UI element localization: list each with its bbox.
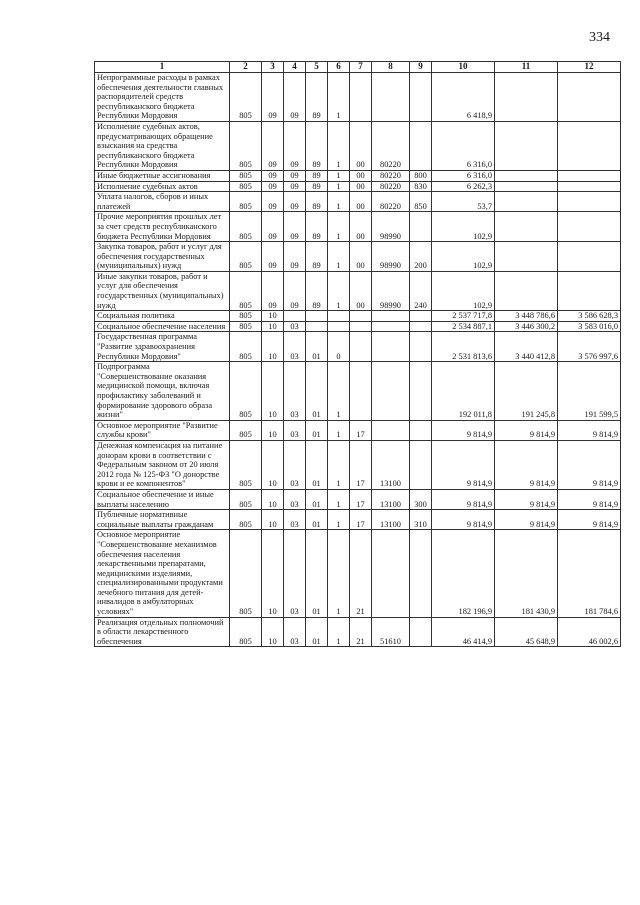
admin-code: 805	[230, 530, 262, 617]
expense-type-code	[410, 73, 432, 122]
expense-type-code	[410, 212, 432, 242]
amount-col-11: 9 814,9	[495, 440, 558, 489]
section-code: 09	[262, 192, 284, 212]
subprogram-code: 1	[328, 530, 350, 617]
event-code: 00	[350, 121, 372, 170]
expense-type-code: 310	[410, 510, 432, 530]
amount-col-12: 9 814,9	[558, 489, 621, 509]
admin-code: 805	[230, 192, 262, 212]
table-row	[95, 192, 621, 212]
table-row	[95, 121, 621, 170]
column-header: 2	[230, 62, 262, 73]
expense-type-code	[410, 332, 432, 362]
event-code: 17	[350, 510, 372, 530]
direction-code: 80220	[372, 170, 410, 181]
amount-col-12	[558, 212, 621, 242]
column-header: 3	[262, 62, 284, 73]
subsection-code: 09	[284, 212, 306, 242]
subsection-code: 09	[284, 242, 306, 272]
subprogram-code: 1	[328, 420, 350, 440]
row-name: Реализация отдельных полномочий в области лекарственного обеспечения	[95, 617, 230, 647]
event-code: 21	[350, 617, 372, 647]
table-row	[95, 212, 621, 242]
row-name: Иные бюджетные ассигнования	[95, 170, 230, 181]
subprogram-code	[328, 311, 350, 322]
amount-col-12: 9 814,9	[558, 440, 621, 489]
subsection-code: 09	[284, 73, 306, 122]
program-code: 01	[306, 489, 328, 509]
program-code: 01	[306, 420, 328, 440]
table-row	[95, 510, 621, 530]
expense-type-code	[410, 617, 432, 647]
admin-code: 805	[230, 321, 262, 332]
row-name: Основное мероприятие "Совершенствование механизмов обеспечения населения лекарственными препаратами, медицинскими изделиями, специализированными продуктами лечебного питания для детей-инвалидов в амбулаторных условиях"	[95, 530, 230, 617]
direction-code	[372, 321, 410, 332]
expense-type-code	[410, 440, 432, 489]
admin-code: 805	[230, 489, 262, 509]
program-code	[306, 321, 328, 332]
section-code: 10	[262, 332, 284, 362]
table-row	[95, 489, 621, 509]
direction-code	[372, 362, 410, 421]
amount-col-10: 182 196,9	[432, 530, 495, 617]
subsection-code: 03	[284, 510, 306, 530]
table-row	[95, 617, 621, 647]
column-header: 7	[350, 62, 372, 73]
direction-code: 80220	[372, 192, 410, 212]
amount-col-11: 3 440 412,8	[495, 332, 558, 362]
table-row	[95, 332, 621, 362]
subsection-code: 03	[284, 420, 306, 440]
subsection-code: 03	[284, 530, 306, 617]
program-code: 89	[306, 212, 328, 242]
event-code	[350, 362, 372, 421]
expense-type-code: 200	[410, 242, 432, 272]
expense-type-code	[410, 362, 432, 421]
subprogram-code: 1	[328, 242, 350, 272]
amount-col-11	[495, 212, 558, 242]
event-code: 17	[350, 489, 372, 509]
row-name: Социальное обеспечение населения	[95, 321, 230, 332]
budget-table	[94, 61, 621, 647]
row-name: Социальное обеспечение и иные выплаты населению	[95, 489, 230, 509]
event-code: 00	[350, 212, 372, 242]
expense-type-code	[410, 121, 432, 170]
amount-col-12: 3 586 628,3	[558, 311, 621, 322]
direction-code: 13100	[372, 440, 410, 489]
direction-code	[372, 311, 410, 322]
event-code	[350, 321, 372, 332]
section-code: 09	[262, 181, 284, 192]
direction-code: 80220	[372, 181, 410, 192]
amount-col-11: 9 814,9	[495, 510, 558, 530]
table-row	[95, 362, 621, 421]
subsection-code: 03	[284, 617, 306, 647]
column-header: 1	[95, 62, 230, 73]
event-code: 17	[350, 420, 372, 440]
subprogram-code: 1	[328, 271, 350, 310]
section-code: 09	[262, 242, 284, 272]
subsection-code: 09	[284, 271, 306, 310]
amount-col-10: 2 534 887,1	[432, 321, 495, 332]
event-code: 00	[350, 192, 372, 212]
amount-col-11	[495, 192, 558, 212]
column-header: 11	[495, 62, 558, 73]
subprogram-code: 1	[328, 489, 350, 509]
admin-code: 805	[230, 242, 262, 272]
amount-col-12	[558, 121, 621, 170]
amount-col-12	[558, 242, 621, 272]
event-code: 00	[350, 242, 372, 272]
row-name: Прочие мероприятия прошлых лет за счет средств республиканского бюджета Республики Мордовия	[95, 212, 230, 242]
expense-type-code	[410, 321, 432, 332]
amount-col-11: 191 245,8	[495, 362, 558, 421]
event-code: 00	[350, 181, 372, 192]
amount-col-10: 6 262,3	[432, 181, 495, 192]
amount-col-12	[558, 170, 621, 181]
admin-code: 805	[230, 420, 262, 440]
expense-type-code: 300	[410, 489, 432, 509]
section-code: 10	[262, 617, 284, 647]
program-code: 01	[306, 510, 328, 530]
amount-col-11: 181 430,9	[495, 530, 558, 617]
amount-col-10: 6 418,9	[432, 73, 495, 122]
amount-col-10: 2 531 813,6	[432, 332, 495, 362]
subsection-code: 09	[284, 192, 306, 212]
amount-col-12: 9 814,9	[558, 510, 621, 530]
direction-code	[372, 73, 410, 122]
amount-col-10: 46 414,9	[432, 617, 495, 647]
amount-col-11	[495, 271, 558, 310]
event-code	[350, 73, 372, 122]
table-row	[95, 440, 621, 489]
amount-col-11	[495, 181, 558, 192]
row-name: Социальная политика	[95, 311, 230, 322]
admin-code: 805	[230, 440, 262, 489]
section-code: 10	[262, 440, 284, 489]
expense-type-code: 240	[410, 271, 432, 310]
row-name: Уплата налогов, сборов и иных платежей	[95, 192, 230, 212]
direction-code	[372, 332, 410, 362]
amount-col-11	[495, 242, 558, 272]
row-name: Подпрограмма "Совершенствование оказания медицинской помощи, включая профилактику заболеваний и формирование здорового образа жизни"	[95, 362, 230, 421]
event-code: 21	[350, 530, 372, 617]
program-code: 01	[306, 440, 328, 489]
program-code: 01	[306, 617, 328, 647]
program-code: 01	[306, 530, 328, 617]
direction-code	[372, 530, 410, 617]
section-code: 10	[262, 530, 284, 617]
amount-col-11: 9 814,9	[495, 420, 558, 440]
program-code: 89	[306, 170, 328, 181]
event-code	[350, 332, 372, 362]
direction-code: 98990	[372, 242, 410, 272]
admin-code: 805	[230, 271, 262, 310]
program-code: 89	[306, 121, 328, 170]
subprogram-code: 1	[328, 181, 350, 192]
expense-type-code: 830	[410, 181, 432, 192]
admin-code: 805	[230, 617, 262, 647]
event-code	[350, 311, 372, 322]
amount-col-12: 3 576 997,6	[558, 332, 621, 362]
table-row	[95, 420, 621, 440]
amount-col-10: 9 814,9	[432, 489, 495, 509]
admin-code: 805	[230, 510, 262, 530]
section-code: 09	[262, 271, 284, 310]
section-code: 10	[262, 362, 284, 421]
event-code: 00	[350, 271, 372, 310]
direction-code: 51610	[372, 617, 410, 647]
column-header: 8	[372, 62, 410, 73]
row-name: Иные закупки товаров, работ и услуг для обеспечения государственных (муниципальных) нужд	[95, 271, 230, 310]
subprogram-code: 1	[328, 192, 350, 212]
table-row	[95, 311, 621, 322]
subprogram-code: 1	[328, 170, 350, 181]
program-code: 89	[306, 181, 328, 192]
row-name: Исполнение судебных актов	[95, 181, 230, 192]
admin-code: 805	[230, 311, 262, 322]
amount-col-10: 6 316,0	[432, 121, 495, 170]
amount-col-10: 102,9	[432, 212, 495, 242]
amount-col-12: 9 814,9	[558, 420, 621, 440]
page-number: 334	[589, 30, 610, 45]
section-code: 09	[262, 170, 284, 181]
amount-col-12: 181 784,6	[558, 530, 621, 617]
table-row	[95, 181, 621, 192]
amount-col-11	[495, 73, 558, 122]
section-code: 10	[262, 489, 284, 509]
row-name: Закупка товаров, работ и услуг для обеспечения государственных (муниципальных) нужд	[95, 242, 230, 272]
subsection-code	[284, 311, 306, 322]
subsection-code: 03	[284, 321, 306, 332]
subprogram-code	[328, 321, 350, 332]
amount-col-10: 102,9	[432, 271, 495, 310]
row-name: Денежная компенсация на питание донорам крови в соответствии с Федеральным законом от 20 июля 2012 года № 125-ФЗ "О донорстве крови и ее компонентов"	[95, 440, 230, 489]
subsection-code: 03	[284, 489, 306, 509]
subsection-code: 03	[284, 362, 306, 421]
amount-col-11: 3 446 300,2	[495, 321, 558, 332]
column-header: 9	[410, 62, 432, 73]
admin-code: 805	[230, 170, 262, 181]
subprogram-code: 1	[328, 212, 350, 242]
program-code	[306, 311, 328, 322]
direction-code: 13100	[372, 489, 410, 509]
column-header: 10	[432, 62, 495, 73]
section-code: 10	[262, 321, 284, 332]
expense-type-code	[410, 311, 432, 322]
amount-col-12	[558, 181, 621, 192]
admin-code: 805	[230, 73, 262, 122]
table-row	[95, 73, 621, 122]
program-code: 89	[306, 73, 328, 122]
section-code: 10	[262, 311, 284, 322]
column-header: 4	[284, 62, 306, 73]
table-row	[95, 530, 621, 617]
subprogram-code: 1	[328, 440, 350, 489]
direction-code	[372, 420, 410, 440]
expense-type-code	[410, 420, 432, 440]
amount-col-11	[495, 170, 558, 181]
event-code: 00	[350, 170, 372, 181]
program-code: 89	[306, 271, 328, 310]
direction-code: 98990	[372, 271, 410, 310]
expense-type-code: 850	[410, 192, 432, 212]
subsection-code: 09	[284, 121, 306, 170]
subsection-code: 03	[284, 332, 306, 362]
subprogram-code: 0	[328, 332, 350, 362]
column-header: 6	[328, 62, 350, 73]
direction-code: 13100	[372, 510, 410, 530]
amount-col-10: 192 011,8	[432, 362, 495, 421]
subprogram-code: 1	[328, 362, 350, 421]
event-code: 17	[350, 440, 372, 489]
subsection-code: 09	[284, 181, 306, 192]
subsection-code: 09	[284, 170, 306, 181]
subprogram-code: 1	[328, 617, 350, 647]
amount-col-11	[495, 121, 558, 170]
section-code: 09	[262, 121, 284, 170]
row-name: Непрограммные расходы в рамках обеспечения деятельности главных распорядителей средств республиканского бюджета Республики Мордовия	[95, 73, 230, 122]
section-code: 10	[262, 510, 284, 530]
table-row	[95, 321, 621, 332]
subsection-code: 03	[284, 440, 306, 489]
direction-code: 98990	[372, 212, 410, 242]
section-code: 09	[262, 212, 284, 242]
amount-col-12: 46 002,6	[558, 617, 621, 647]
admin-code: 805	[230, 121, 262, 170]
row-name: Государственная программа "Развитие здравоохранения Республики Мордовия"	[95, 332, 230, 362]
amount-col-11: 9 814,9	[495, 489, 558, 509]
subprogram-code: 1	[328, 510, 350, 530]
amount-col-10: 102,9	[432, 242, 495, 272]
program-code: 89	[306, 242, 328, 272]
section-code: 10	[262, 420, 284, 440]
section-code: 09	[262, 73, 284, 122]
expense-type-code	[410, 530, 432, 617]
amount-col-10: 9 814,9	[432, 420, 495, 440]
program-code: 89	[306, 192, 328, 212]
direction-code: 80220	[372, 121, 410, 170]
amount-col-10: 53,7	[432, 192, 495, 212]
amount-col-11: 3 448 786,6	[495, 311, 558, 322]
admin-code: 805	[230, 332, 262, 362]
table-header-row	[95, 62, 621, 73]
amount-col-10: 2 537 717,8	[432, 311, 495, 322]
amount-col-10: 9 814,9	[432, 440, 495, 489]
subprogram-code: 1	[328, 121, 350, 170]
program-code: 01	[306, 362, 328, 421]
admin-code: 805	[230, 212, 262, 242]
admin-code: 805	[230, 362, 262, 421]
expense-type-code: 800	[410, 170, 432, 181]
table-row	[95, 271, 621, 310]
amount-col-10: 6 316,0	[432, 170, 495, 181]
row-name: Исполнение судебных актов, предусматривающих обращение взыскания на средства республиканского бюджета Республики Мордовия	[95, 121, 230, 170]
amount-col-12	[558, 271, 621, 310]
amount-col-12	[558, 192, 621, 212]
admin-code: 805	[230, 181, 262, 192]
amount-col-12	[558, 73, 621, 122]
column-header: 12	[558, 62, 621, 73]
table-row	[95, 242, 621, 272]
table-row	[95, 170, 621, 181]
amount-col-11: 45 648,9	[495, 617, 558, 647]
row-name: Публичные нормативные социальные выплаты гражданам	[95, 510, 230, 530]
amount-col-12: 3 583 016,0	[558, 321, 621, 332]
column-header: 5	[306, 62, 328, 73]
subprogram-code: 1	[328, 73, 350, 122]
program-code: 01	[306, 332, 328, 362]
row-name: Основное мероприятие "Развитие службы крови"	[95, 420, 230, 440]
amount-col-10: 9 814,9	[432, 510, 495, 530]
amount-col-12: 191 599,5	[558, 362, 621, 421]
